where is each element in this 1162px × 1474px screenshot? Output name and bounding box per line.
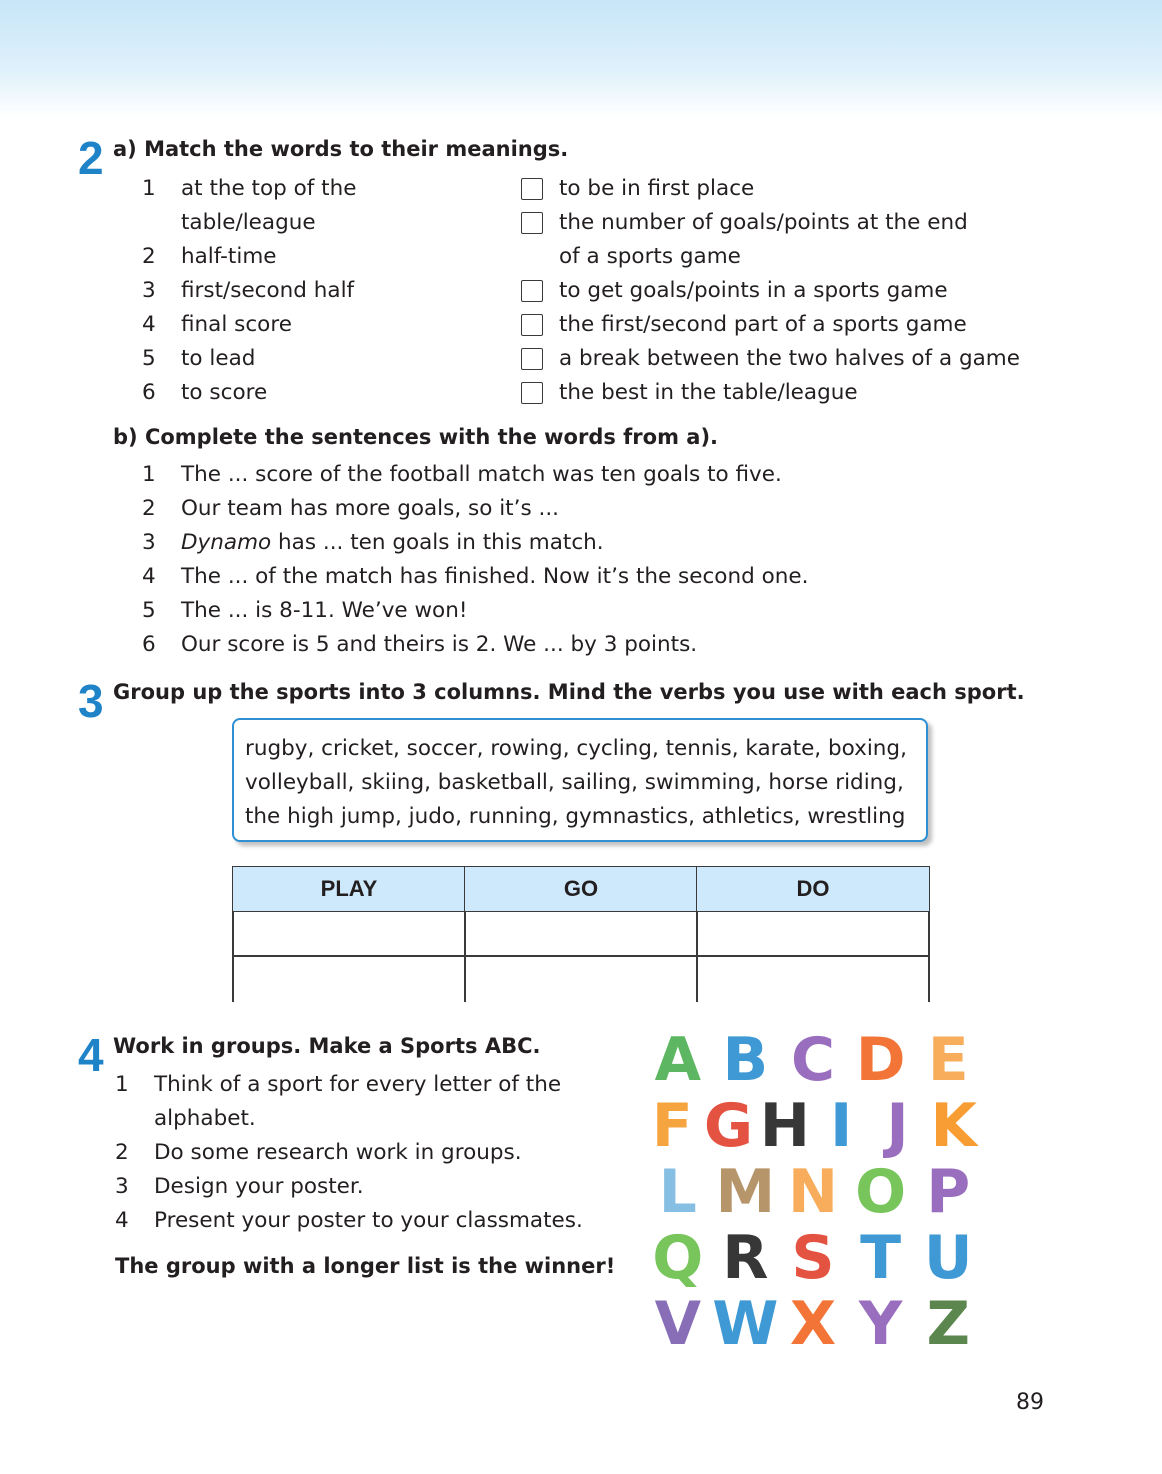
page-number: 89 bbox=[1016, 1390, 1044, 1415]
step-item: Think of a sport for every letter of the bbox=[154, 1072, 562, 1097]
abc-letter: Q bbox=[652, 1223, 704, 1293]
sentence-item: The ... of the match has finished. Now it’s the second one. bbox=[181, 564, 809, 589]
word-number: 1 bbox=[142, 176, 156, 201]
abc-letter: I bbox=[830, 1091, 853, 1161]
match-checkbox[interactable] bbox=[521, 280, 543, 302]
winner-note: The group with a longer list is the winner! bbox=[115, 1254, 616, 1278]
answer-cell-go-2[interactable] bbox=[466, 957, 696, 1001]
abc-letter: J bbox=[886, 1091, 909, 1161]
match-checkbox[interactable] bbox=[521, 382, 543, 404]
answer-cell-do-2[interactable] bbox=[698, 957, 928, 1001]
step-item: Design your poster. bbox=[154, 1174, 364, 1199]
abc-letter: U bbox=[923, 1223, 973, 1293]
word-number: 5 bbox=[142, 346, 156, 371]
word-item: at the top of the bbox=[181, 176, 357, 201]
abc-letter: C bbox=[790, 1025, 836, 1095]
exercise-2b-heading: b) Complete the sentences with the words from a). bbox=[113, 425, 719, 449]
sentence-number: 1 bbox=[142, 462, 156, 487]
team-name: Dynamo bbox=[181, 530, 272, 555]
meaning-item: the best in the table/league bbox=[559, 380, 858, 405]
word-item: to score bbox=[181, 380, 268, 405]
column-header-do: DO bbox=[696, 866, 930, 912]
answer-cell-go-1[interactable] bbox=[466, 912, 696, 955]
abc-letter: S bbox=[791, 1223, 835, 1293]
abc-letter: N bbox=[787, 1157, 839, 1227]
abc-letter: F bbox=[651, 1091, 693, 1161]
abc-letter: H bbox=[759, 1091, 810, 1161]
exercise-4-number: 4 bbox=[78, 1029, 104, 1081]
sports-abc-image bbox=[644, 1024, 982, 1360]
abc-letter: M bbox=[715, 1157, 776, 1227]
sentence-item: Our score is 5 and theirs is 2. We ... by 3 points. bbox=[181, 632, 698, 657]
sentence-item: The ... score of the football match was ten goals to five. bbox=[181, 462, 782, 487]
match-checkbox[interactable] bbox=[521, 348, 543, 370]
word-box-line: volleyball, skiing, basketball, sailing, swimming, horse riding, bbox=[245, 770, 904, 795]
sentence-text: has ... ten goals in this match. bbox=[271, 530, 604, 555]
answer-cell-play-2[interactable] bbox=[234, 957, 464, 1001]
word-number: 4 bbox=[142, 312, 156, 337]
word-item: final score bbox=[181, 312, 292, 337]
sentence-number: 4 bbox=[142, 564, 156, 589]
sentence-item bbox=[181, 530, 604, 556]
abc-letter: B bbox=[722, 1025, 769, 1095]
match-checkbox[interactable] bbox=[521, 212, 543, 234]
step-number: 1 bbox=[115, 1072, 129, 1097]
abc-letter: Z bbox=[926, 1289, 970, 1359]
word-item: first/second half bbox=[181, 278, 355, 303]
exercise-2a-heading: a) Match the words to their meanings. bbox=[113, 137, 569, 161]
meaning-item: the first/second part of a sports game bbox=[559, 312, 967, 337]
exercise-3-heading: Group up the sports into 3 columns. Mind the verbs you use with each sport. bbox=[113, 680, 1025, 704]
sentence-number: 2 bbox=[142, 496, 156, 521]
meaning-item: a break between the two halves of a game bbox=[559, 346, 1020, 371]
abc-letter: V bbox=[654, 1289, 702, 1359]
sports-abc-svg bbox=[644, 1024, 982, 1360]
abc-letter: P bbox=[926, 1157, 971, 1227]
abc-letter: K bbox=[930, 1091, 978, 1161]
abc-letter: D bbox=[855, 1025, 906, 1095]
step-item: Present your poster to your classmates. bbox=[154, 1208, 583, 1233]
step-number: 4 bbox=[115, 1208, 129, 1233]
answer-cell-play-1[interactable] bbox=[234, 912, 464, 955]
sentence-number: 3 bbox=[142, 530, 156, 555]
sentence-item: Our team has more goals, so it’s ... bbox=[181, 496, 559, 521]
abc-letter: L bbox=[658, 1157, 697, 1227]
column-header-go: GO bbox=[464, 866, 698, 912]
sentence-item: The ... is 8-11. We’ve won! bbox=[181, 598, 468, 623]
exercise-3-number: 3 bbox=[78, 675, 104, 727]
word-number: 3 bbox=[142, 278, 156, 303]
step-item: Do some research work in groups. bbox=[154, 1140, 522, 1165]
abc-letter: Y bbox=[858, 1289, 903, 1359]
meaning-item: to be in first place bbox=[559, 176, 755, 201]
abc-letter: E bbox=[927, 1025, 969, 1095]
exercise-2-number: 2 bbox=[78, 132, 104, 184]
abc-letter: X bbox=[789, 1289, 837, 1359]
word-item: to lead bbox=[181, 346, 256, 371]
step-item: alphabet. bbox=[154, 1106, 256, 1131]
meaning-item: the number of goals/points at the end bbox=[559, 210, 968, 235]
meaning-item: of a sports game bbox=[559, 244, 741, 269]
abc-letter: A bbox=[654, 1025, 702, 1095]
meaning-item: to get goals/points in a sports game bbox=[559, 278, 948, 303]
sentence-number: 6 bbox=[142, 632, 156, 657]
column-header-play: PLAY bbox=[232, 866, 466, 912]
word-item: half-time bbox=[181, 244, 277, 269]
header-band bbox=[0, 0, 1162, 118]
answer-cell-do-1[interactable] bbox=[698, 912, 928, 955]
sentence-number: 5 bbox=[142, 598, 156, 623]
word-number: 2 bbox=[142, 244, 156, 269]
abc-letter: O bbox=[855, 1157, 907, 1227]
exercise-4-heading: Work in groups. Make a Sports ABC. bbox=[113, 1034, 541, 1058]
abc-letter: W bbox=[712, 1289, 779, 1359]
abc-letter: G bbox=[703, 1091, 754, 1161]
sports-word-box bbox=[232, 718, 928, 842]
abc-letter: R bbox=[722, 1223, 769, 1293]
word-box-line: the high jump, judo, running, gymnastics, athletics, wrestling bbox=[245, 804, 906, 829]
step-number: 2 bbox=[115, 1140, 129, 1165]
match-checkbox[interactable] bbox=[521, 314, 543, 336]
step-number: 3 bbox=[115, 1174, 129, 1199]
abc-letter: T bbox=[860, 1223, 902, 1293]
match-checkbox[interactable] bbox=[521, 178, 543, 200]
table-border bbox=[928, 912, 930, 1002]
word-item: table/league bbox=[181, 210, 316, 235]
word-box-line: rugby, cricket, soccer, rowing, cycling, tennis, karate, boxing, bbox=[245, 736, 907, 761]
word-number: 6 bbox=[142, 380, 156, 405]
